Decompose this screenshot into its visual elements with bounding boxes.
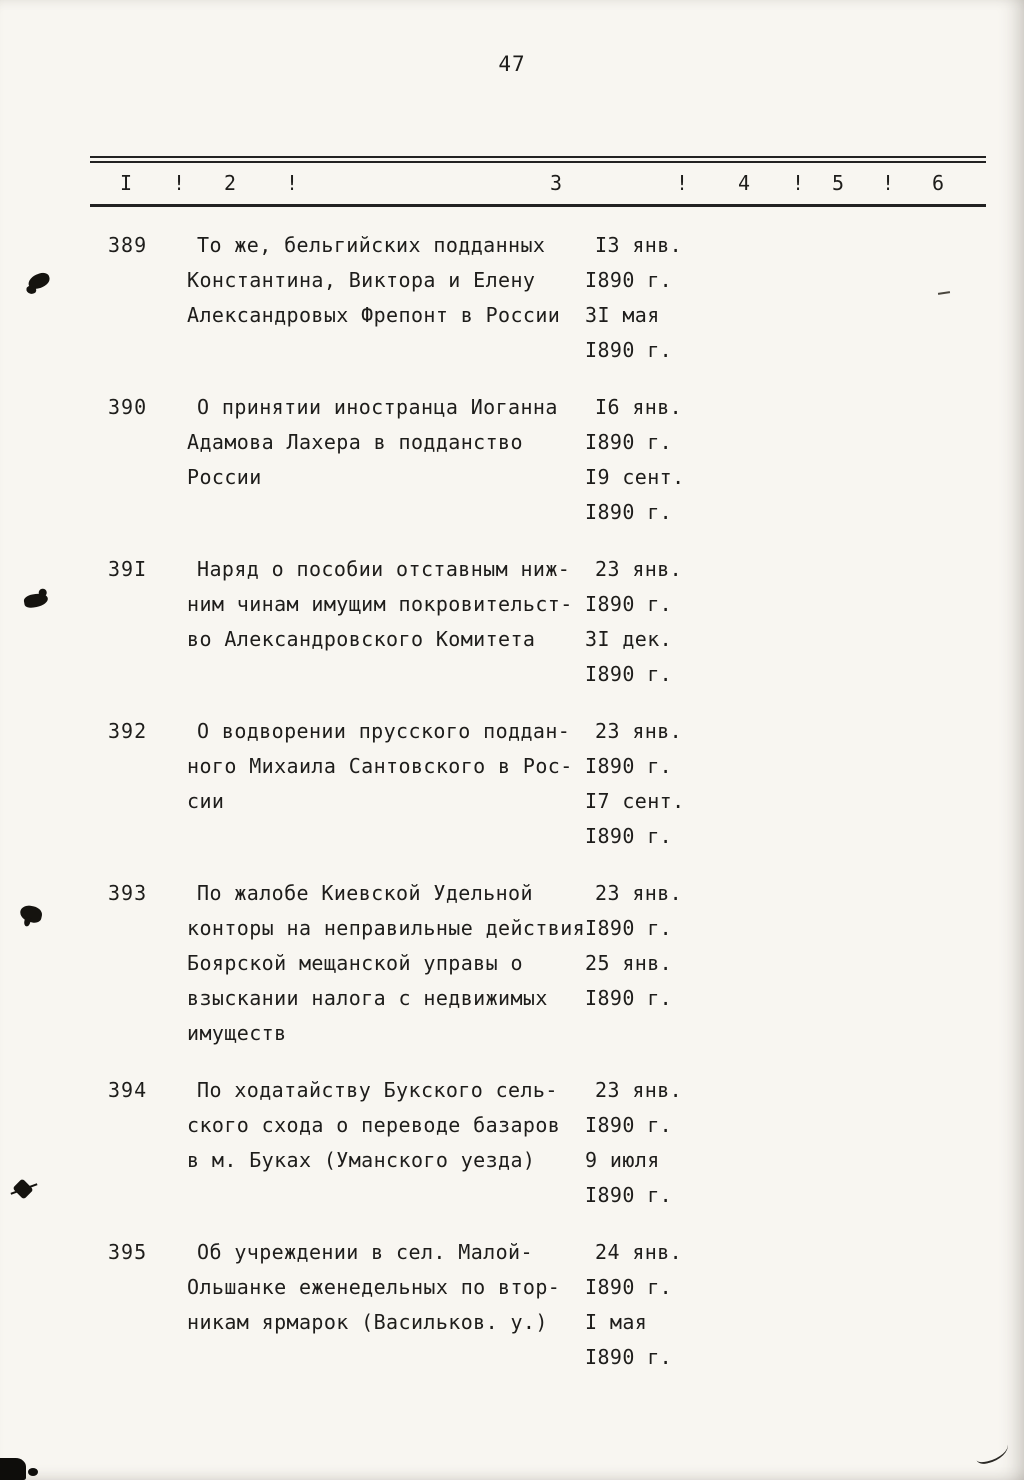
entry-row	[187, 495, 1024, 530]
entry-row	[187, 657, 1024, 692]
entry	[0, 714, 1024, 854]
header-separator: !	[676, 171, 689, 195]
header-col-2: 2	[224, 171, 237, 195]
entry-date: I9 сент.	[585, 465, 685, 489]
entry-date: 9 июля	[585, 1148, 660, 1172]
entry-text: во Александровского Комитета	[187, 627, 536, 651]
entry	[0, 876, 1024, 1051]
entry-date: I890 г.	[585, 592, 673, 616]
header-col-6: 6	[932, 171, 945, 195]
entry-date: 25 янв.	[585, 951, 673, 975]
entry-number: 394	[108, 1078, 148, 1102]
entry-text: ского схода о переводе базаров	[187, 1113, 561, 1137]
entry-row	[187, 1073, 1024, 1108]
entry-date: I890 г.	[585, 824, 673, 848]
entry-body	[187, 714, 1024, 854]
entry-date: I890 г.	[585, 754, 673, 778]
entries-list	[0, 228, 1024, 1397]
entry-text: О водворении прусского поддан-	[197, 719, 571, 743]
table-header	[90, 156, 986, 208]
entry-text	[187, 495, 585, 530]
entry-row	[187, 876, 1024, 911]
entry-text: ного Михаила Сантовского в Рос-	[187, 754, 573, 778]
entry-text: О принятии иностранца Иоганна	[197, 395, 558, 419]
entry-body	[187, 390, 1024, 530]
entry-date: 3I дек.	[585, 627, 673, 651]
entry-date: 23 янв.	[595, 881, 683, 905]
entry-text: взыскании налога с недвижимых	[187, 986, 548, 1010]
entry-date: I890 г.	[585, 916, 673, 940]
entry-date: 3I мая	[585, 303, 660, 327]
entry-date: I890 г.	[585, 268, 673, 292]
entry-text	[187, 333, 585, 368]
entry	[0, 228, 1024, 368]
entry-row	[187, 1143, 1024, 1178]
entry-text	[187, 1178, 585, 1213]
header-separator: !	[792, 171, 805, 195]
entry-date: I6 янв.	[595, 395, 683, 419]
entry	[0, 1073, 1024, 1213]
entry-text: То же, бельгийских подданных	[197, 233, 546, 257]
entry-row	[187, 552, 1024, 587]
entry-row	[187, 390, 1024, 425]
entry-number: 39I	[108, 557, 148, 581]
entry-row	[187, 1340, 1024, 1375]
header-row	[90, 168, 986, 198]
entry-date: 23 янв.	[595, 557, 683, 581]
entry-date: I3 янв.	[595, 233, 683, 257]
ink-blot	[12, 1180, 36, 1200]
entry-date: 23 янв.	[595, 719, 683, 743]
pen-stroke	[973, 1438, 1011, 1466]
entry-row	[187, 981, 1024, 1016]
entry	[0, 1235, 1024, 1375]
header-top-rule-2	[90, 161, 986, 163]
entry	[0, 552, 1024, 692]
entry-date	[585, 1016, 755, 1051]
header-col-3: 3	[550, 171, 563, 195]
entry-text: Адамова Лахера в подданство	[187, 430, 523, 454]
entry-row	[187, 587, 1024, 622]
page-number: 47	[498, 52, 526, 76]
entry-text: По ходатайству Букского сель-	[197, 1078, 558, 1102]
entry-row	[187, 425, 1024, 460]
entry-row	[187, 1016, 1024, 1051]
entry-number: 393	[108, 881, 148, 905]
entry-row	[187, 1305, 1024, 1340]
entry-text	[187, 657, 585, 692]
entry-date: I890 г.	[585, 500, 673, 524]
entry-row	[187, 946, 1024, 981]
entry-row	[187, 819, 1024, 854]
entry-row	[187, 1270, 1024, 1305]
entry-text: в м. Буках (Уманского уезда)	[187, 1148, 536, 1172]
entry-text: Ольшанке еженедельных по втор-	[187, 1275, 561, 1299]
entry-date: I890 г.	[585, 338, 673, 362]
entry-date: I мая	[585, 1310, 648, 1334]
entry	[0, 390, 1024, 530]
entry-row	[187, 333, 1024, 368]
entry-row	[187, 263, 1024, 298]
entry-text	[187, 819, 585, 854]
entry-body	[187, 552, 1024, 692]
entry-row	[187, 460, 1024, 495]
entry-row	[187, 911, 1024, 946]
header-separator: !	[286, 171, 299, 195]
header-bottom-rule	[90, 204, 986, 207]
entry-text: России	[187, 465, 262, 489]
entry-date: 23 янв.	[595, 1078, 683, 1102]
entry-date: 24 янв.	[595, 1240, 683, 1264]
entry-text: сии	[187, 789, 225, 813]
entry-text: Наряд о пособии отставным ниж-	[197, 557, 571, 581]
entry-row	[187, 1178, 1024, 1213]
entry-date: I890 г.	[585, 662, 673, 686]
entry-date: I890 г.	[585, 1183, 673, 1207]
entry-text: никам ярмарок (Васильков. у.)	[187, 1310, 548, 1334]
header-separator: !	[882, 171, 895, 195]
header-separator: !	[173, 171, 186, 195]
entry-number: 389	[108, 233, 148, 257]
entry-row	[187, 714, 1024, 749]
entry-text: Александровых Фрепонт в России	[187, 303, 561, 327]
entry-row	[187, 622, 1024, 657]
entry-date: I7 сент.	[585, 789, 685, 813]
entry-text: имуществ	[187, 1021, 287, 1045]
entry-number: 392	[108, 719, 148, 743]
entry-text: Об учреждении в сел. Малой-	[197, 1240, 533, 1264]
entry-row	[187, 784, 1024, 819]
entry-row	[187, 1235, 1024, 1270]
entry-text: ним чинам имущим покровительст-	[187, 592, 573, 616]
entry-row	[187, 298, 1024, 333]
entry-row	[187, 228, 1024, 263]
entry-number: 395	[108, 1240, 148, 1264]
ink-corner-mark	[0, 1458, 26, 1480]
entry-body	[187, 1073, 1024, 1213]
header-col-4: 4	[738, 171, 751, 195]
entry-number: 390	[108, 395, 148, 419]
entry-body	[187, 876, 1024, 1051]
entry-row	[187, 1108, 1024, 1143]
entry-text: конторы на неправильные действия	[187, 916, 586, 940]
entry-date: I890 г.	[585, 1113, 673, 1137]
entry-body	[187, 228, 1024, 368]
entry-text: По жалобе Киевской Удельной	[197, 881, 533, 905]
entry-text	[187, 1340, 585, 1375]
entry-date: I890 г.	[585, 430, 673, 454]
entry-row	[187, 749, 1024, 784]
entry-text: Боярской мещанской управы о	[187, 951, 523, 975]
entry-body	[187, 1235, 1024, 1375]
entry-date: I890 г.	[585, 1275, 673, 1299]
entry-text: Константина, Виктора и Елену	[187, 268, 536, 292]
header-top-rule	[90, 156, 986, 158]
entry-date: I890 г.	[585, 986, 673, 1010]
header-col-5: 5	[832, 171, 845, 195]
header-col-1: I	[120, 171, 133, 195]
entry-date: I890 г.	[585, 1345, 673, 1369]
